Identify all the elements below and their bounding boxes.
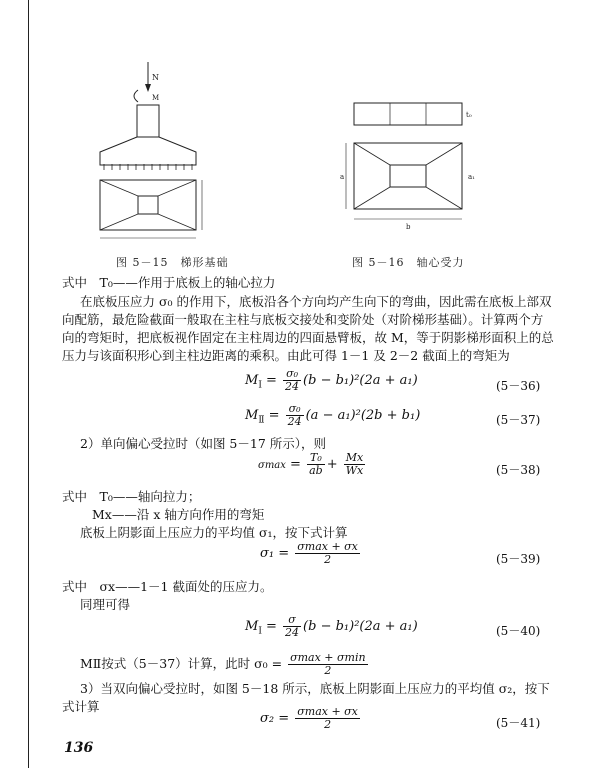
eq39-num: σmax + σx xyxy=(297,540,358,553)
eq38-den2: Wx xyxy=(345,464,364,477)
eq38-num2: Mx xyxy=(344,452,366,465)
figure-axial-loading xyxy=(340,95,490,245)
eq36-num: σ₀ xyxy=(283,368,301,381)
eq40-den: 24 xyxy=(285,626,300,639)
m2-den: 2 xyxy=(324,664,332,677)
text-where-t0: 式中 T₀——作用于底板上的轴心拉力 xyxy=(62,275,276,290)
fig-left-moment-label: M xyxy=(152,94,160,102)
m2-text: MⅡ按式（5－37）计算，此时 σ₀ = xyxy=(80,656,283,671)
eq40-num: σ xyxy=(283,614,301,627)
eq41-number: (5－41) xyxy=(496,716,541,730)
eq37-rest: (a − a₁)²(2b + b₁) xyxy=(305,408,421,423)
eq40-rest: (b − b₁)²(2a + a₁) xyxy=(303,619,418,634)
paragraph-line: 压力与该面积形心到主柱边距离的乘积。由此可得 1－1 及 2－2 截面上的弯矩为 xyxy=(62,348,510,363)
page-border-line xyxy=(28,0,29,768)
text-m2-calc xyxy=(80,652,370,677)
equation-5-40: $M_Ⅰ$ = $\frac{\sigma}{24}$ (b − b₁)²(2a + a₁) xyxy=(245,613,418,639)
fig-right-caption: 图 5－16 轴心受力 xyxy=(352,256,465,269)
eq40-lhs: M xyxy=(245,619,259,634)
text-similarly: 同理可得 xyxy=(80,597,131,612)
m2-num: σmax + σmin xyxy=(290,651,366,664)
eq41-den: 2 xyxy=(324,718,332,731)
paragraph-line: 向配筋，最危险截面一般取在主柱与底板交接处和变阶处（对阶梯形基础）。计算两个方 xyxy=(62,312,544,327)
item-3: 3）当双向偏心受拉时，如图 5－18 所示，底板上阴影面上压应力的平均值 σ₂，按下 xyxy=(80,681,550,696)
eq41-lhs: σ₂ = xyxy=(260,711,290,726)
eq37-number: (5－37) xyxy=(496,413,541,427)
paragraph-line: 向的弯矩时，把底板视作固定在主柱周边的四面悬臂板，故 M，等于阴影梯形面积上的总 xyxy=(62,330,554,345)
fig-right-a1-label: a₁ xyxy=(468,173,475,181)
page-number: 136 xyxy=(64,740,94,756)
eq36-rest: (b − b₁)²(2a + a₁) xyxy=(303,373,418,388)
text-where-t0-axial: 式中 T₀——轴向拉力； xyxy=(62,489,201,504)
item-3-cont: 式计算 xyxy=(62,699,100,714)
eq36-lhs: M xyxy=(245,373,259,388)
fig-right-b-label: b xyxy=(406,223,411,231)
eq39-lhs: σ₁ = xyxy=(260,546,290,561)
equation-5-39 xyxy=(260,541,362,566)
fig-right-t0-label: t₀ xyxy=(466,111,472,119)
eq37-num: σ₀ xyxy=(286,403,304,416)
fig-left-force-label: N xyxy=(152,73,159,82)
eq36-den: 24 xyxy=(285,380,300,393)
eq38-number: (5－38) xyxy=(496,463,541,477)
equation-5-41 xyxy=(260,706,362,731)
eq39-den: 2 xyxy=(324,553,332,566)
equation-5-37: $M_Ⅱ$ = $\frac{\text{σ₀}}{24}$ (a − a₁)²(2b + b₁) xyxy=(245,402,421,428)
equation-5-38: σmax = $\frac{\text{T₀}}{ab}$ + $\frac{Mx}{Wx}$ xyxy=(258,451,364,477)
item-2: 2）单向偏心受拉时（如图 5－17 所示），则 xyxy=(80,436,327,451)
text-average-stress: 底板上阴影面上压应力的平均值 σ₁，按下式计算 xyxy=(80,525,348,540)
paragraph-line: 在底板压应力 σ₀ 的作用下，底板沿各个方向均产生向下的弯曲，因此需在底板上部双 xyxy=(80,294,552,309)
fig-left-caption: 图 5－15 梯形基础 xyxy=(116,256,229,269)
eq36-number: (5－36) xyxy=(496,379,541,393)
eq36-sub: Ⅰ xyxy=(258,380,262,391)
eq40-number: (5－40) xyxy=(496,624,541,638)
equation-5-36: $M_Ⅰ$ = $\frac{\text{σ₀}}{24}$ (b − b₁)²(2a + a₁) xyxy=(245,367,418,393)
eq38-lhs: σmax xyxy=(258,460,286,471)
eq41-num: σmax + σx xyxy=(297,705,358,718)
text-where-sigmax: 式中 σx——1－1 截面处的压应力。 xyxy=(62,579,273,594)
eq40-sub: Ⅰ xyxy=(258,626,262,637)
eq38-den1: ab xyxy=(309,464,323,477)
fig-right-a-label: a xyxy=(340,173,345,181)
eq37-lhs: M xyxy=(245,408,259,423)
eq38-num1: T₀ xyxy=(307,452,325,465)
eq39-number: (5－39) xyxy=(496,552,541,566)
figure-trapezoid-foundation xyxy=(90,60,220,245)
eq37-den: 24 xyxy=(287,415,302,428)
eq37-sub: Ⅱ xyxy=(258,415,265,426)
text-where-mx: Mx——沿 x 轴方向作用的弯矩 xyxy=(92,507,265,522)
